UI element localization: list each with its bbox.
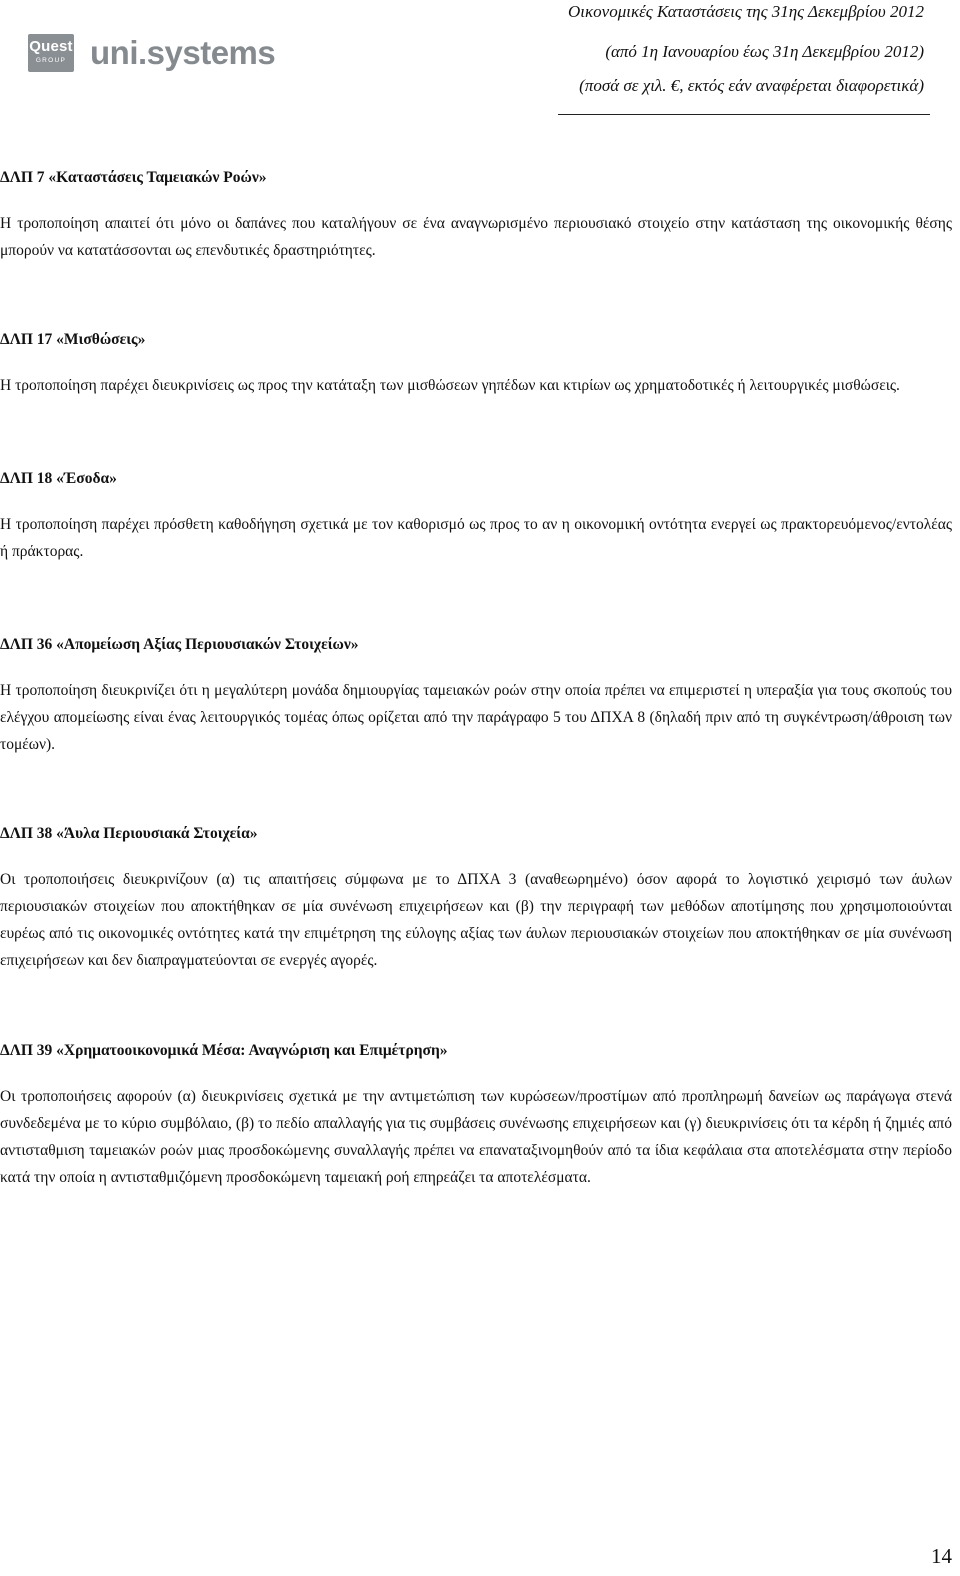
header-title-block bbox=[568, 0, 924, 95]
section-paragraph: Η τροποποίηση διευκρινίζει ότι η μεγαλύτερη μονάδα δημιουργίας ταμειακών ροών στην οποία πρέπει να επιμεριστεί η υπεραξία για τους σκοπούς του ελέγχου απομείωσης είναι ένας λειτουργικός τομέας όπως ορίζεται από την παράγραφο 5 του ΔΠΧΑ 8 (δηλαδή πριν από τη συγκέντρωση/άθροιση των τομέων). bbox=[0, 682, 952, 753]
section-heading: ΔΛΠ 18 «Έσοδα» bbox=[0, 470, 117, 487]
section-paragraph: Η τροποποίηση παρέχει διευκρινίσεις ως προς την κατάταξη των μισθώσεων γηπέδων και κτιρίων ως χρηματοδοτικές ή λειτουργικές μισθώσεις. bbox=[0, 377, 900, 394]
page-number: 14 bbox=[931, 1544, 952, 1568]
section-paragraph: Η τροποποίηση απαιτεί ότι μόνο οι δαπάνες που καταλήγουν σε ένα αναγνωρισμένο περιουσιακό στοιχείο στην κατάσταση της οικονομικής θέσης μπορούν να κατατάσσονται ως επενδυτικές δραστηριότητες. bbox=[0, 215, 952, 259]
section-heading: ΔΛΠ 38 «Άυλα Περιουσιακά Στοιχεία» bbox=[0, 825, 258, 842]
unisystems-logo-dot: . bbox=[137, 34, 147, 71]
header-title-line3: (ποσά σε χιλ. €, εκτός εάν αναφέρεται διαφορετικά) bbox=[579, 76, 924, 95]
section-ias7 bbox=[0, 168, 952, 264]
section-ias36 bbox=[0, 635, 952, 758]
unisystems-logo bbox=[90, 34, 275, 72]
section-ias18 bbox=[0, 469, 952, 565]
header-title-line2: (από 1η Ιανουαρίου έως 31η Δεκεμβρίου 2012) bbox=[605, 42, 924, 61]
header-title-line1: Οικονομικές Καταστάσεις της 31ης Δεκεμβρίου 2012 bbox=[567, 2, 924, 21]
section-paragraph: Η τροποποίηση παρέχει πρόσθετη καθοδήγηση σχετικά με τον καθορισμό ως προς το αν η οικονομική οντότητα ενεργεί ως πρακτορευόμενος/εντολέας ή πράκτορας. bbox=[0, 516, 952, 560]
section-ias39 bbox=[0, 1041, 952, 1191]
section-heading: ΔΛΠ 36 «Απομείωση Αξίας Περιουσιακών Στοιχείων» bbox=[0, 636, 359, 653]
section-paragraph: Οι τροποποιήσεις αφορούν (α) διευκρινίσεις σχετικά με την αντιμετώπιση των κυρώσεων/προστίμων από προπληρωμή δανείων ως παράγωγα στενά συνδεδεμένα με το κύριο συμβόλαιο, (β) το πεδίο απαλλαγής για τις συμβάσεις συνένωσης επιχειρήσεων και (γ) διευκρινίσεις ότι τα κέρδη ή ζημιές από αντισταθμιση ταμειακών ροών μιας προσδοκώμενης συναλλαγής πρέπει να επαναταξινομηθούν από τα ίδια κεφάλαια στα αποτελέσματα στην περίοδο κατά την οποία η αντισταθμιζόμενη προσδοκώμενη ταμειακή ροή επηρεάζει τα αποτελέσματα. bbox=[0, 1088, 952, 1186]
section-heading: ΔΛΠ 39 «Χρηματοοικονομικά Μέσα: Αναγνώριση και Επιμέτρηση» bbox=[0, 1042, 448, 1059]
section-ias17 bbox=[0, 330, 952, 399]
unisystems-logo-uni: uni bbox=[90, 34, 138, 71]
section-paragraph: Οι τροποποιήσεις διευκρινίζουν (α) τις απαιτήσεις σύμφωνα με το ΔΠΧΑ 3 (αναθεωρημένο) όσον αφορά το λογιστικό χειρισμό των άυλων περιουσιακών στοιχείων που αποκτήθηκαν σε μία συνένωση επιχειρήσεων και (β) την περιγραφή των μεθόδων αποτίμησης που χρησιμοποιούνται ευρέως από τις οικονομικές οντότητες κατά την επιμέτρηση της εύλογης αξίας των άυλων περιουσιακών στοιχείων που αποκτήθηκαν σε μία συνένωση επιχειρήσεων και δεν διαπραγματεύονται σε ενεργές αγορές. bbox=[0, 871, 952, 969]
quest-logo-subtext: GROUP bbox=[35, 57, 67, 64]
quest-logo-text: Quest bbox=[29, 38, 73, 55]
section-ias38 bbox=[0, 824, 952, 974]
document-body bbox=[0, 160, 952, 1191]
page-header bbox=[0, 0, 960, 120]
unisystems-logo-systems: systems bbox=[146, 34, 276, 71]
header-divider bbox=[558, 114, 930, 115]
quest-group-logo bbox=[28, 34, 74, 72]
section-heading: ΔΛΠ 7 «Καταστάσεις Ταμειακών Ροών» bbox=[0, 169, 267, 186]
section-heading: ΔΛΠ 17 «Μισθώσεις» bbox=[0, 331, 146, 348]
